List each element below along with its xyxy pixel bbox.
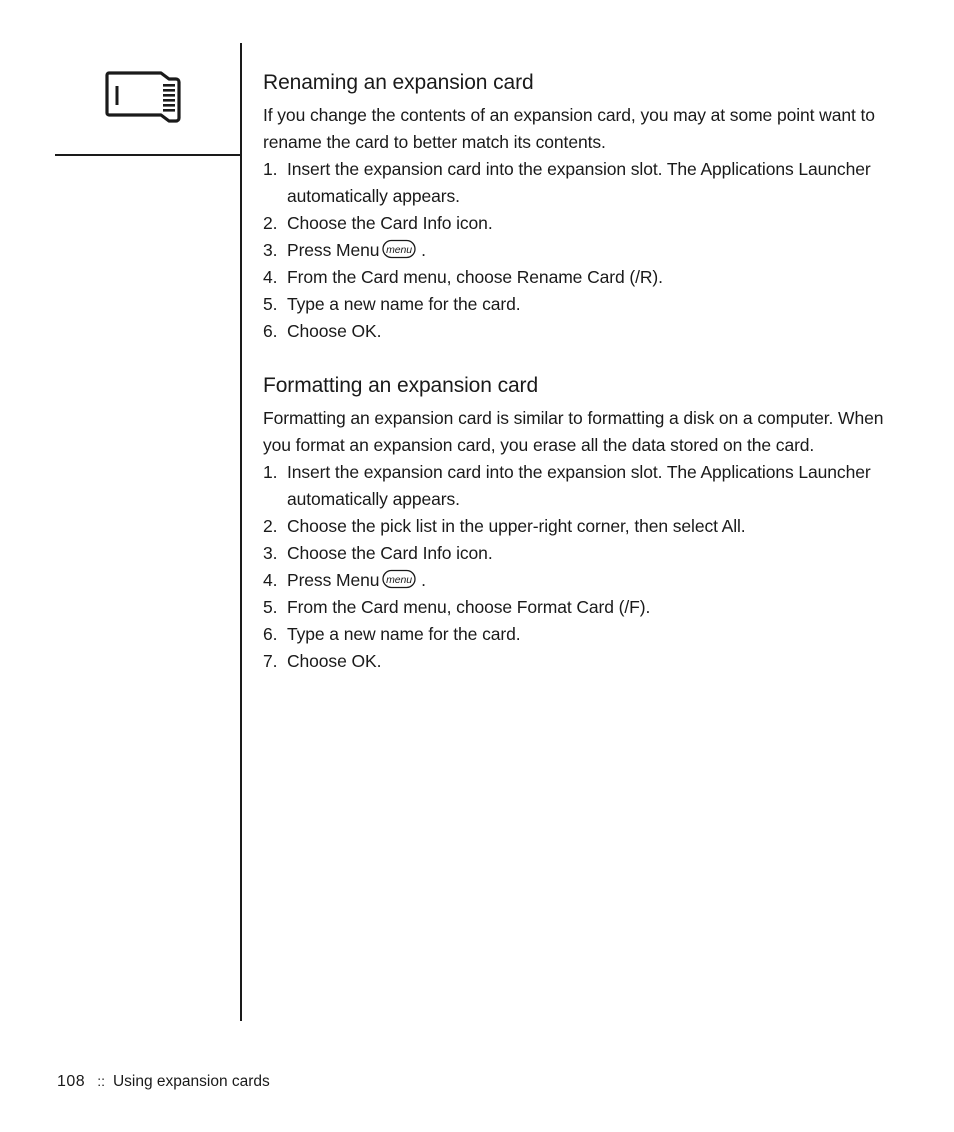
step-text: Choose the Card Info icon. [287, 543, 493, 563]
step-text: Choose OK. [287, 321, 382, 341]
horizontal-rule [55, 154, 242, 156]
list-item [263, 318, 913, 345]
step-text: Press Menu [287, 570, 380, 590]
menu-button-icon [382, 569, 416, 589]
list-item [263, 621, 913, 648]
step-number: 6. [263, 321, 278, 341]
step-text: Choose OK. [287, 651, 382, 671]
step-text: Press Menu [287, 240, 380, 260]
list-item [263, 459, 913, 513]
footer-section-name: Using expansion cards [112, 1073, 270, 1090]
step-number: 1. [263, 462, 278, 482]
steps-list-renaming [263, 156, 913, 345]
step-text: Choose the pick list in the upper-right corner, then select All. [287, 516, 746, 536]
step-number: 7. [263, 651, 278, 671]
list-item [263, 156, 913, 210]
step-number: 1. [263, 159, 278, 179]
menu-button-icon [382, 239, 416, 259]
step-text: Type a new name for the card. [287, 294, 521, 314]
steps-list-formatting [263, 459, 913, 675]
step-text: Insert the expansion card into the expansion slot. The Applications Launcher automatically appears. [287, 462, 871, 509]
step-text: From the Card menu, choose Format Card (/F). [287, 597, 651, 617]
step-text-end: . [421, 570, 426, 590]
expansion-card-icon [105, 71, 183, 123]
step-number: 5. [263, 597, 278, 617]
list-item [263, 513, 913, 540]
page-number: 108 [57, 1073, 86, 1090]
list-item [263, 567, 913, 594]
vertical-rule [240, 43, 242, 1021]
step-text-end: . [421, 240, 426, 260]
step-number: 3. [263, 240, 278, 260]
list-item [263, 648, 913, 675]
list-item [263, 264, 913, 291]
step-number: 2. [263, 213, 278, 233]
menu-button-label: menu [386, 244, 413, 257]
step-text: Type a new name for the card. [287, 624, 521, 644]
list-item [263, 594, 913, 621]
step-number: 5. [263, 294, 278, 314]
list-item [263, 540, 913, 567]
section-title-renaming: Renaming an expansion card [263, 71, 534, 94]
main-content [263, 68, 913, 675]
step-number: 2. [263, 516, 278, 536]
page-footer [57, 1071, 270, 1092]
footer-separator: :: [97, 1073, 105, 1089]
section-title-formatting: Formatting an expansion card [263, 374, 539, 397]
menu-button-label: menu [386, 574, 413, 587]
step-number: 6. [263, 624, 278, 644]
step-text: Insert the expansion card into the expansion slot. The Applications Launcher automatically appears. [287, 159, 871, 206]
step-text: From the Card menu, choose Rename Card (/R). [287, 267, 663, 287]
list-item [263, 291, 913, 318]
section-intro-formatting: Formatting an expansion card is similar to formatting a disk on a computer. When you format an expansion card, you erase all the data stored on the card. [263, 408, 884, 455]
step-number: 4. [263, 267, 278, 287]
step-text: Choose the Card Info icon. [287, 213, 493, 233]
list-item [263, 210, 913, 237]
step-number: 4. [263, 570, 278, 590]
step-number: 3. [263, 543, 278, 563]
section-intro-renaming: If you change the contents of an expansion card, you may at some point want to rename the card to better match its contents. [263, 105, 875, 152]
list-item [263, 237, 913, 264]
